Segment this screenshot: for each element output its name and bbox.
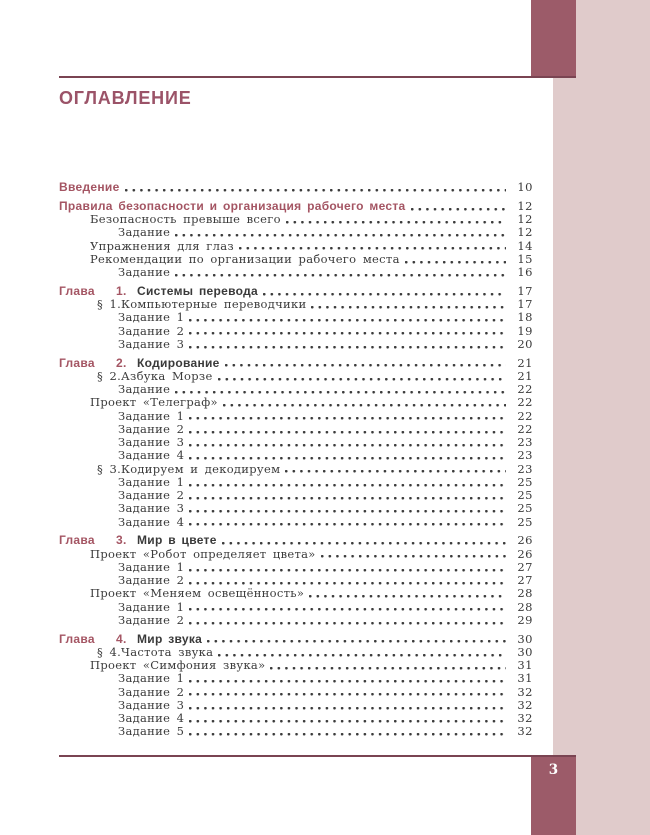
dot-leader bbox=[207, 640, 506, 643]
dot-leader bbox=[189, 733, 506, 736]
toc-entry bbox=[59, 646, 533, 659]
dot-leader bbox=[189, 510, 506, 513]
dot-leader bbox=[189, 680, 506, 683]
entry-title: Задание 1 bbox=[118, 310, 185, 325]
dot-leader bbox=[309, 595, 506, 598]
entry-title: Задание 2 bbox=[118, 612, 185, 627]
entry-page: 23 bbox=[517, 448, 533, 463]
entry-num: 1. bbox=[116, 283, 127, 298]
entry-title: Задание 1 bbox=[118, 559, 185, 574]
entry-title: Задание 2 bbox=[118, 573, 185, 587]
entry-page: 12 bbox=[517, 212, 533, 226]
entry-title: Задание 2 bbox=[118, 323, 185, 338]
toc-entry bbox=[59, 396, 533, 409]
toc-entry bbox=[59, 476, 533, 489]
entry-page: 28 bbox=[517, 586, 533, 601]
entry-page: 27 bbox=[517, 573, 533, 587]
chapter-word: Глава bbox=[59, 355, 95, 370]
entry-title: Задание 1 bbox=[118, 408, 185, 423]
entry-title: Проект «Телеграф» bbox=[90, 395, 218, 410]
toc-entry bbox=[59, 285, 533, 298]
entry-label bbox=[59, 285, 258, 298]
entry-label bbox=[118, 614, 184, 627]
toc-entry bbox=[59, 712, 533, 725]
entry-page: 22 bbox=[517, 408, 533, 423]
entry-label bbox=[118, 226, 170, 239]
page-number: 3 bbox=[548, 762, 559, 778]
dot-leader bbox=[189, 622, 506, 625]
entry-num: § 2. bbox=[97, 368, 122, 383]
entry-title: Рекомендации по организации рабочего места bbox=[90, 251, 400, 266]
toc-entry bbox=[59, 561, 533, 574]
toc-entry bbox=[59, 574, 533, 587]
toc-entry bbox=[59, 311, 533, 324]
entry-title: Задание 3 bbox=[118, 435, 185, 449]
entry-page: 25 bbox=[517, 488, 533, 502]
entry-title: Задание bbox=[118, 265, 171, 279]
entry-title: Проект «Симфония звука» bbox=[90, 658, 266, 672]
entry-title: Компьютерные переводчики bbox=[121, 297, 307, 311]
entry-label bbox=[97, 298, 306, 311]
entry-title: Задание 5 bbox=[118, 724, 185, 739]
entry-label bbox=[118, 712, 184, 725]
entry-title: Задание 3 bbox=[118, 336, 185, 351]
toc-entry bbox=[59, 370, 533, 383]
entry-page: 32 bbox=[517, 724, 533, 739]
toc-entry bbox=[59, 383, 533, 396]
entry-label bbox=[90, 548, 316, 561]
entry-label bbox=[97, 646, 213, 659]
dot-leader bbox=[218, 654, 506, 657]
dot-leader bbox=[189, 523, 506, 526]
toc-entry bbox=[59, 614, 533, 627]
entry-title: Задание 2 bbox=[118, 488, 185, 502]
toc-entry bbox=[59, 672, 533, 685]
entry-page: 21 bbox=[517, 355, 533, 370]
toc-entry bbox=[59, 436, 533, 449]
top-corner-tab bbox=[531, 0, 576, 76]
toc-entry bbox=[59, 338, 533, 351]
entry-label bbox=[118, 325, 184, 338]
toc-entry bbox=[59, 410, 533, 423]
dot-leader bbox=[239, 247, 506, 250]
toc-entry bbox=[59, 601, 533, 614]
entry-page: 25 bbox=[517, 474, 533, 489]
toc-entry bbox=[59, 463, 533, 476]
entry-title: Задание 1 bbox=[118, 474, 185, 489]
entry-label bbox=[118, 516, 184, 529]
dot-leader bbox=[189, 346, 506, 349]
dot-leader bbox=[189, 444, 506, 447]
entry-page: 23 bbox=[517, 461, 533, 476]
dot-leader bbox=[175, 274, 506, 277]
toc-entry bbox=[59, 699, 533, 712]
entry-label bbox=[97, 370, 213, 383]
page-title: ОГЛАВЛЕНИЕ bbox=[59, 88, 192, 108]
toc-entry bbox=[59, 298, 533, 311]
entry-label bbox=[59, 357, 220, 370]
entry-page: 15 bbox=[517, 251, 533, 266]
entry-label bbox=[118, 601, 184, 614]
entry-label bbox=[118, 489, 184, 502]
entry-page: 18 bbox=[517, 310, 533, 325]
entry-title: Задание 4 bbox=[118, 514, 185, 529]
entry-label bbox=[118, 311, 184, 324]
entry-title: Задание 4 bbox=[118, 448, 185, 463]
dot-leader bbox=[189, 332, 506, 335]
dot-leader bbox=[270, 667, 506, 670]
entry-title: Задание 2 bbox=[118, 421, 185, 436]
entry-label bbox=[118, 686, 184, 699]
entry-page: 25 bbox=[517, 514, 533, 529]
entry-title: Частота звука bbox=[121, 644, 214, 659]
dot-leader bbox=[189, 319, 506, 322]
toc-entry bbox=[59, 633, 533, 646]
dot-leader bbox=[175, 391, 506, 394]
dot-leader bbox=[218, 378, 506, 381]
dot-leader bbox=[125, 189, 506, 192]
entry-title: Задание 4 bbox=[118, 711, 185, 725]
entry-page: 23 bbox=[517, 435, 533, 449]
entry-title: Безопасность превыше всего bbox=[90, 212, 281, 226]
dot-leader bbox=[189, 720, 506, 723]
entry-title: Системы перевода bbox=[137, 283, 258, 298]
toc-entry bbox=[59, 357, 533, 370]
toc-entry bbox=[59, 240, 533, 253]
toc-entry bbox=[59, 686, 533, 699]
chapter-word: Глава bbox=[59, 283, 95, 298]
entry-title: Задание 1 bbox=[118, 599, 185, 614]
entry-label bbox=[90, 396, 218, 409]
entry-label bbox=[90, 659, 265, 672]
toc-entry bbox=[59, 502, 533, 515]
entry-label bbox=[59, 181, 120, 194]
dot-leader bbox=[225, 364, 506, 367]
toc-entry bbox=[59, 659, 533, 672]
dot-leader bbox=[311, 306, 506, 309]
entry-page: 21 bbox=[517, 368, 533, 383]
dot-leader bbox=[223, 404, 506, 407]
entry-page: 28 bbox=[517, 599, 533, 614]
entry-title: Задание bbox=[118, 382, 171, 396]
dot-leader bbox=[189, 431, 506, 434]
dot-leader bbox=[405, 261, 506, 264]
dot-leader bbox=[263, 293, 506, 296]
entry-label bbox=[118, 574, 184, 587]
dot-leader bbox=[175, 234, 506, 237]
entry-label bbox=[59, 534, 217, 547]
entry-num: 4. bbox=[116, 631, 127, 646]
entry-page: 22 bbox=[517, 421, 533, 436]
entry-label bbox=[118, 423, 184, 436]
entry-page: 12 bbox=[517, 198, 533, 213]
entry-num: 2. bbox=[116, 355, 127, 370]
entry-label bbox=[97, 463, 280, 476]
entry-label bbox=[118, 699, 184, 712]
entry-page: 32 bbox=[517, 711, 533, 725]
toc-entry bbox=[59, 226, 533, 239]
entry-page: 16 bbox=[517, 265, 533, 279]
dot-leader bbox=[189, 569, 506, 572]
entry-page: 31 bbox=[517, 671, 533, 686]
entry-label bbox=[118, 383, 170, 396]
entry-page: 25 bbox=[517, 501, 533, 516]
toc-entry bbox=[59, 266, 533, 279]
entry-page: 12 bbox=[517, 225, 533, 240]
entry-title: Задание 1 bbox=[118, 671, 185, 686]
entry-label bbox=[118, 436, 184, 449]
entry-label bbox=[118, 266, 170, 279]
toc-entry bbox=[59, 489, 533, 502]
entry-num: § 4. bbox=[97, 644, 122, 659]
dot-leader bbox=[286, 221, 506, 224]
entry-title: Мир в цвете bbox=[137, 533, 217, 548]
entry-label bbox=[118, 476, 184, 489]
bottom-rule bbox=[59, 755, 576, 757]
entry-label bbox=[59, 633, 202, 646]
entry-label bbox=[118, 410, 184, 423]
entry-title: Задание 3 bbox=[118, 501, 185, 516]
entry-label bbox=[90, 253, 400, 266]
entry-page: 30 bbox=[517, 631, 533, 646]
dot-leader bbox=[189, 484, 506, 487]
toc-entry bbox=[59, 181, 533, 194]
dot-leader bbox=[321, 555, 506, 558]
entry-title: Кодируем и декодируем bbox=[121, 461, 281, 476]
dot-leader bbox=[411, 208, 506, 211]
toc-entry bbox=[59, 325, 533, 338]
entry-title: Задание 3 bbox=[118, 697, 185, 712]
entry-page: 32 bbox=[517, 684, 533, 699]
entry-title: Правила безопасности и организация рабочего места bbox=[59, 198, 406, 213]
entry-page: 17 bbox=[517, 283, 533, 298]
entry-title: Введение bbox=[59, 180, 120, 194]
entry-label bbox=[90, 213, 281, 226]
toc-entry bbox=[59, 587, 533, 600]
entry-page: 31 bbox=[517, 658, 533, 672]
toc-entry bbox=[59, 253, 533, 266]
entry-page: 22 bbox=[517, 382, 533, 396]
entry-num: § 3. bbox=[97, 461, 122, 476]
entry-label bbox=[118, 672, 184, 685]
entry-page: 26 bbox=[517, 546, 533, 561]
toc-entry bbox=[59, 200, 533, 213]
toc-entry bbox=[59, 725, 533, 738]
entry-label bbox=[118, 502, 184, 515]
entry-page: 19 bbox=[517, 323, 533, 338]
top-rule bbox=[59, 76, 576, 78]
entry-label bbox=[118, 338, 184, 351]
entry-title: Азбука Морзе bbox=[121, 368, 213, 383]
dot-leader bbox=[189, 608, 506, 611]
entry-page: 22 bbox=[517, 395, 533, 410]
toc-entry bbox=[59, 516, 533, 529]
entry-page: 17 bbox=[517, 297, 533, 311]
entry-page: 29 bbox=[517, 612, 533, 627]
dot-leader bbox=[222, 542, 506, 545]
toc-entry bbox=[59, 449, 533, 462]
dot-leader bbox=[189, 582, 506, 585]
toc-entry bbox=[59, 534, 533, 547]
entry-num: 3. bbox=[116, 533, 127, 548]
entry-page: 10 bbox=[517, 180, 533, 194]
entry-label bbox=[90, 240, 234, 253]
entry-page: 32 bbox=[517, 697, 533, 712]
toc-entry bbox=[59, 213, 533, 226]
entry-title: Проект «Робот определяет цвета» bbox=[90, 546, 316, 561]
dot-leader bbox=[285, 470, 506, 473]
entry-page: 26 bbox=[517, 533, 533, 548]
entry-page: 30 bbox=[517, 644, 533, 659]
entry-page: 14 bbox=[517, 238, 533, 253]
toc-entry bbox=[59, 548, 533, 561]
entry-title: Проект «Меняем освещённость» bbox=[90, 586, 305, 601]
entry-title: Задание 2 bbox=[118, 684, 185, 699]
chapter-word: Глава bbox=[59, 533, 95, 548]
dot-leader bbox=[189, 497, 506, 500]
entry-num: § 1. bbox=[97, 297, 122, 311]
chapter-word: Глава bbox=[59, 631, 95, 646]
entry-title: Кодирование bbox=[137, 355, 220, 370]
entry-title: Задание bbox=[118, 225, 171, 240]
entry-label bbox=[118, 449, 184, 462]
entry-label bbox=[118, 561, 184, 574]
dot-leader bbox=[189, 707, 506, 710]
dot-leader bbox=[189, 417, 506, 420]
entry-label bbox=[90, 587, 304, 600]
entry-page: 20 bbox=[517, 336, 533, 351]
toc-entry bbox=[59, 423, 533, 436]
entry-title: Упражнения для глаз bbox=[90, 238, 234, 253]
entry-page: 27 bbox=[517, 559, 533, 574]
entry-label bbox=[59, 200, 406, 213]
entry-title: Мир звука bbox=[137, 631, 203, 646]
dot-leader bbox=[189, 693, 506, 696]
page-number-tab bbox=[531, 757, 576, 835]
toc-list bbox=[59, 181, 533, 739]
dot-leader bbox=[189, 457, 506, 460]
entry-label bbox=[118, 725, 184, 738]
